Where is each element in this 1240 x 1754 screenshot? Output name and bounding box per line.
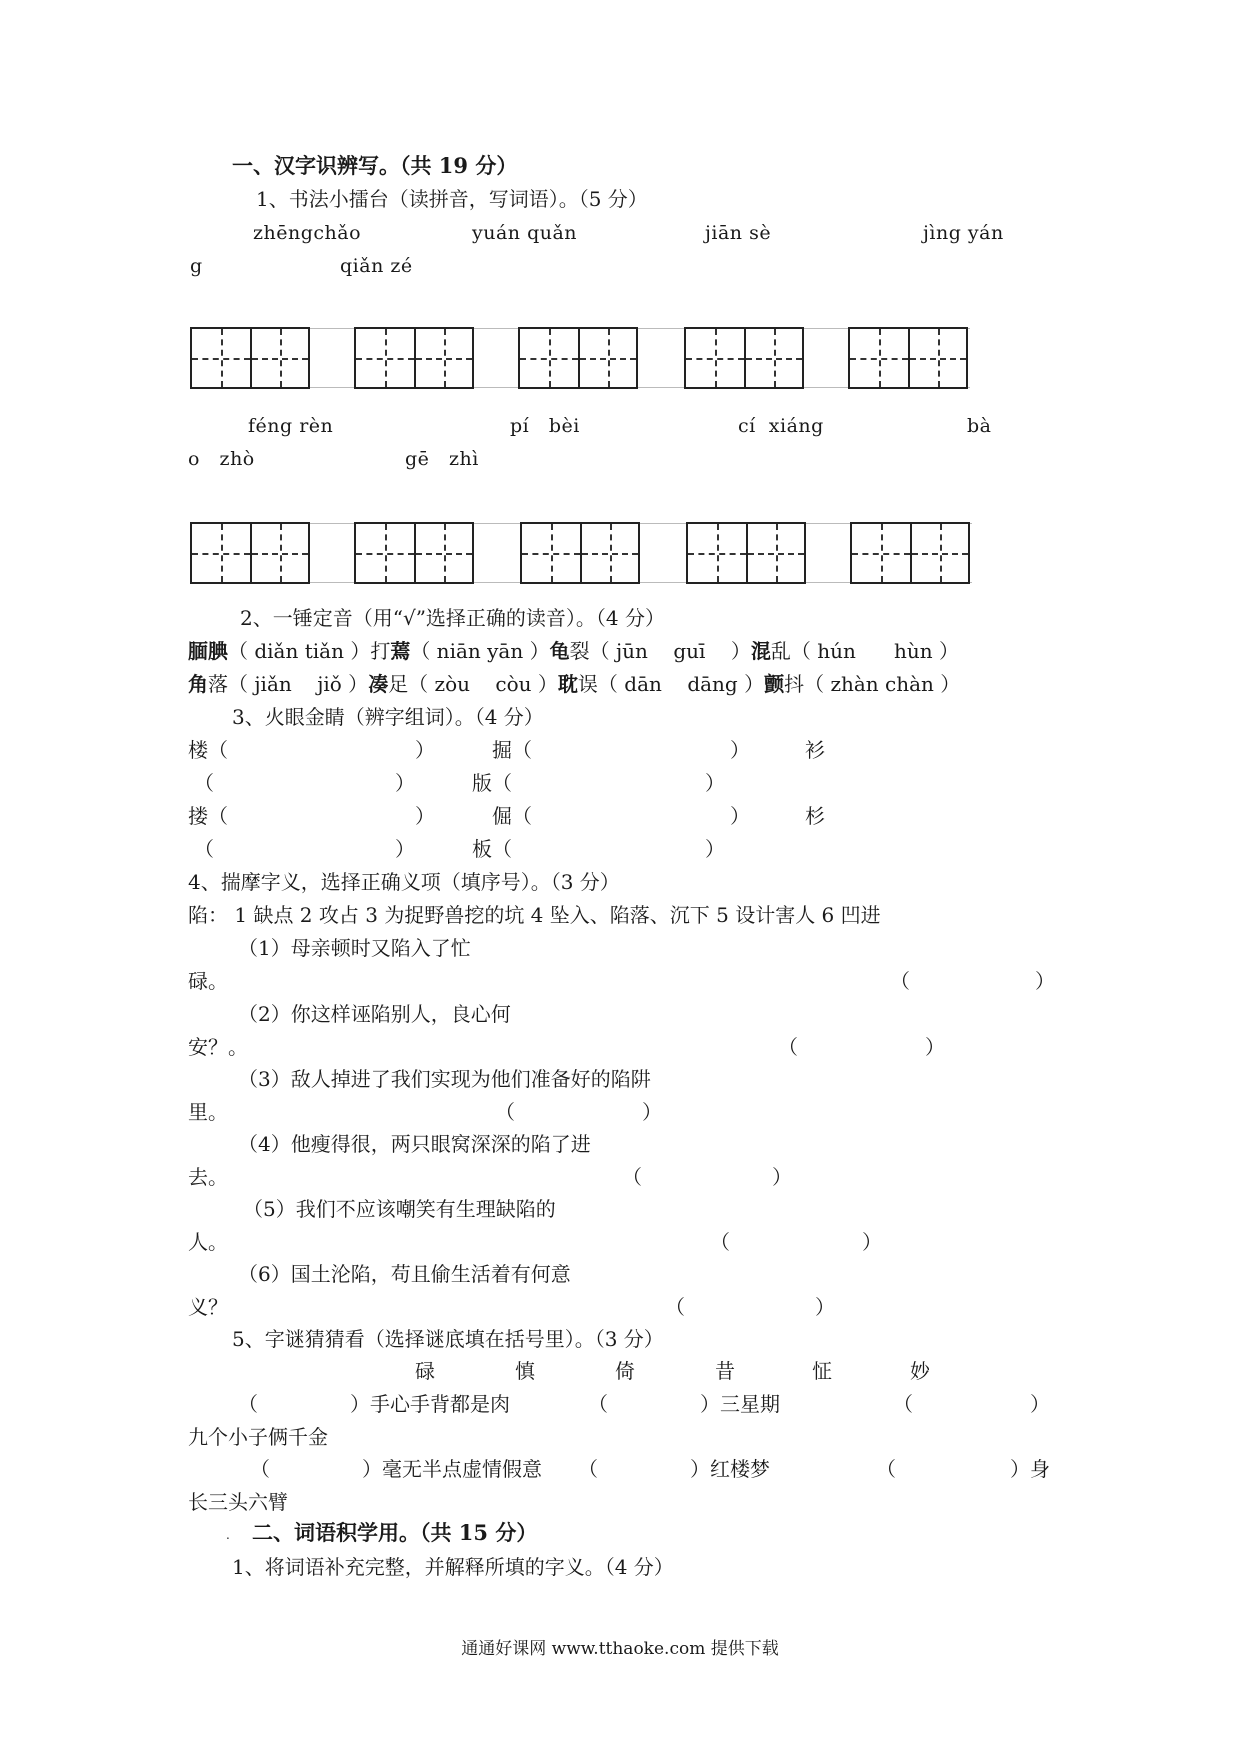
char-cell[interactable]: [578, 329, 636, 387]
sentence: （4）他瘦得很，两只眼窝深深的陷了进: [238, 1132, 591, 1156]
pinyin: qiǎn zé: [340, 255, 413, 277]
paren-close: ）: [395, 771, 415, 795]
paren-open: （: [194, 771, 214, 795]
writing-box[interactable]: [848, 327, 968, 389]
question-title: 1、将词语补充完整，并解释所填的字义。（4 分）: [232, 1555, 674, 1579]
word-prompt: 杉: [805, 804, 825, 828]
pinyin-choices: （ diǎn tiǎn ）: [228, 639, 371, 663]
pinyin: bà: [967, 415, 992, 437]
char-cell[interactable]: [356, 524, 414, 582]
target-word: 耽: [557, 672, 578, 696]
writing-box[interactable]: [354, 522, 474, 584]
sentence-end: 里。: [188, 1100, 228, 1124]
pinyin-choices: 足（ zòu còu ）: [388, 672, 558, 696]
char-cell[interactable]: [414, 329, 472, 387]
riddle-answer: 妙: [910, 1359, 930, 1383]
sentence-end: 人。: [188, 1230, 228, 1254]
writing-grid-row: [190, 522, 972, 584]
word-prompt: 衫: [805, 738, 825, 762]
pinyin: jìng yán: [923, 222, 1004, 244]
char-cell[interactable]: [744, 329, 802, 387]
question-title: 5、字谜猜猜看（选择谜底填在括号里）。（3 分）: [232, 1327, 664, 1351]
definition-options: 陷： 1 缺点 2 攻占 3 为捉野兽挖的坑 4 坠入、陷落、沉下 5 设计害人 6 凹进: [188, 903, 881, 927]
writing-box[interactable]: [850, 522, 970, 584]
char-cell[interactable]: [746, 524, 804, 582]
target-word: 凑: [368, 672, 389, 696]
question-title: 1、书法小擂台（读拼音，写词语）。（5 分）: [256, 187, 648, 211]
answer-open[interactable]: （: [250, 1457, 270, 1481]
char-cell[interactable]: [580, 524, 638, 582]
answer-close: ）: [642, 1100, 662, 1124]
char-cell[interactable]: [688, 524, 746, 582]
target-word: 腼腆: [188, 639, 228, 663]
answer-open[interactable]: （: [238, 1392, 258, 1416]
riddle-clue: 长三头六臂: [188, 1490, 288, 1514]
riddle-answer: 倚: [615, 1359, 635, 1383]
answer-open[interactable]: （: [876, 1457, 896, 1481]
answer-open[interactable]: （: [588, 1392, 608, 1416]
pinyin: pí bèi: [510, 415, 580, 437]
pinyin: jiān sè: [705, 222, 772, 244]
target-word: 角: [188, 672, 208, 696]
riddle-answer: 怔: [812, 1359, 832, 1383]
answer-close: ）: [1035, 969, 1055, 993]
question-title: 2、一锤定音（用“√”选择正确的读音）。（4 分）: [240, 606, 665, 630]
char-cell[interactable]: [250, 329, 308, 387]
target-word: 蔫: [390, 639, 411, 663]
section-heading: 一、汉字识辨写。（共 19 分）: [232, 153, 518, 178]
writing-box[interactable]: [684, 327, 804, 389]
pinyin: féng rèn: [248, 415, 334, 437]
sentence-end: 安？。: [188, 1035, 248, 1059]
answer-open[interactable]: （: [710, 1230, 730, 1254]
target-word: 龟: [549, 639, 570, 663]
pinyin: cí xiáng: [738, 415, 824, 437]
target-word: 混: [750, 639, 771, 663]
paren-close: ）: [415, 738, 435, 762]
pinyin-choices: 误（ dān dāng ）: [577, 672, 765, 696]
answer-open[interactable]: （: [893, 1392, 913, 1416]
writing-grid-row: [190, 327, 970, 389]
writing-box[interactable]: [518, 327, 638, 389]
pinyin: yuán quǎn: [472, 222, 578, 244]
answer-open[interactable]: （: [890, 969, 910, 993]
pinyin-choices: 乱（ hún hùn ）: [770, 639, 960, 663]
writing-box[interactable]: [520, 522, 640, 584]
stray-dot: .: [226, 1528, 230, 1542]
sentence: （6）国土沦陷，苟且偷生活着有何意: [238, 1262, 571, 1286]
riddle-clue: ）手心手背都是肉: [350, 1392, 510, 1416]
writing-box[interactable]: [686, 522, 806, 584]
paren-close: ）: [730, 804, 750, 828]
sentence-end: 碌。: [188, 969, 228, 993]
sentence: （5）我们不应该嘲笑有生理缺陷的: [243, 1197, 556, 1221]
sentence-end: 义？: [188, 1295, 228, 1319]
sentence-end: 去。: [188, 1165, 228, 1189]
char-cell[interactable]: [414, 524, 472, 582]
word-prompt: 楼（: [188, 738, 228, 762]
pinyin: gē zhì: [405, 448, 479, 470]
writing-box[interactable]: [190, 522, 310, 584]
answer-close: ）: [862, 1230, 882, 1254]
char-cell[interactable]: [192, 329, 250, 387]
pinyin: o zhò: [188, 448, 255, 470]
footer-credit: 通通好课网 www.tthaoke.com 提供下载: [461, 1639, 779, 1659]
sentence: （3）敌人掉进了我们实现为他们准备好的陷阱: [238, 1067, 651, 1091]
char-cell[interactable]: [520, 329, 578, 387]
section-heading: 二、词语积学用。（共 15 分）: [252, 1520, 538, 1545]
pinyin-choices: 抖（ zhàn chàn ）: [784, 672, 961, 696]
answer-open[interactable]: （: [622, 1165, 642, 1189]
word-prompt: 版（: [472, 771, 512, 795]
pinyin: zhēngchǎo: [253, 222, 362, 244]
char-cell[interactable]: [250, 524, 308, 582]
answer-open[interactable]: （: [495, 1100, 515, 1124]
word-prompt: 掘（: [492, 738, 532, 762]
sentence: （2）你这样诬陷别人，良心何: [238, 1002, 511, 1026]
answer-close: ）: [925, 1035, 945, 1059]
answer-close: ）: [815, 1295, 835, 1319]
riddle-clue: ）三星期: [700, 1392, 780, 1416]
riddle-clue: ）身: [1010, 1457, 1050, 1481]
pinyin-choices: 落（ jiǎn jiǒ ）: [208, 672, 369, 696]
sentence: （1）母亲顿时又陷入了忙: [238, 936, 471, 960]
answer-close: ）: [772, 1165, 792, 1189]
answer-close: ）: [1030, 1392, 1050, 1416]
pronunciation-item[interactable]: [188, 671, 960, 697]
answer-open[interactable]: （: [665, 1295, 685, 1319]
pinyin: g: [190, 255, 203, 277]
char-cell[interactable]: [908, 329, 966, 387]
pronunciation-item[interactable]: [188, 638, 959, 664]
riddle-answer: 昔: [715, 1359, 735, 1383]
writing-box[interactable]: [190, 327, 310, 389]
paren-close: ）: [705, 771, 725, 795]
word-prompt: 搂（: [188, 804, 228, 828]
char-cell[interactable]: [356, 329, 414, 387]
pinyin-choices: 裂（ jūn guī ）: [569, 639, 751, 663]
char-cell[interactable]: [850, 329, 908, 387]
target-word: 颤: [764, 672, 785, 696]
paren-close: ）: [730, 738, 750, 762]
char-cell[interactable]: [910, 524, 968, 582]
word-prompt: 倔（: [492, 804, 532, 828]
question-title: 3、火眼金睛（辨字组词）。（4 分）: [232, 705, 544, 729]
riddle-clue: ）毫无半点虚情假意: [362, 1457, 542, 1481]
riddle-answer: 慎: [515, 1359, 535, 1383]
char-cell[interactable]: [192, 524, 250, 582]
riddle-answer: 碌: [415, 1359, 435, 1383]
paren-close: ）: [415, 804, 435, 828]
riddle-clue: 九个小子俩千金: [188, 1425, 328, 1449]
paren-close: ）: [395, 837, 415, 861]
pinyin-choices: （ niān yān ）: [410, 639, 550, 663]
writing-box[interactable]: [354, 327, 474, 389]
word-prefix: 打: [370, 639, 391, 663]
riddle-clue: ）红楼梦: [690, 1457, 770, 1481]
word-prompt: 板（: [472, 837, 512, 861]
paren-close: ）: [705, 837, 725, 861]
char-cell[interactable]: [522, 524, 580, 582]
char-cell[interactable]: [686, 329, 744, 387]
paren-open: （: [194, 837, 214, 861]
question-title: 4、揣摩字义，选择正确义项（填序号）。（3 分）: [188, 870, 620, 894]
answer-open[interactable]: （: [778, 1035, 798, 1059]
char-cell[interactable]: [852, 524, 910, 582]
answer-open[interactable]: （: [578, 1457, 598, 1481]
